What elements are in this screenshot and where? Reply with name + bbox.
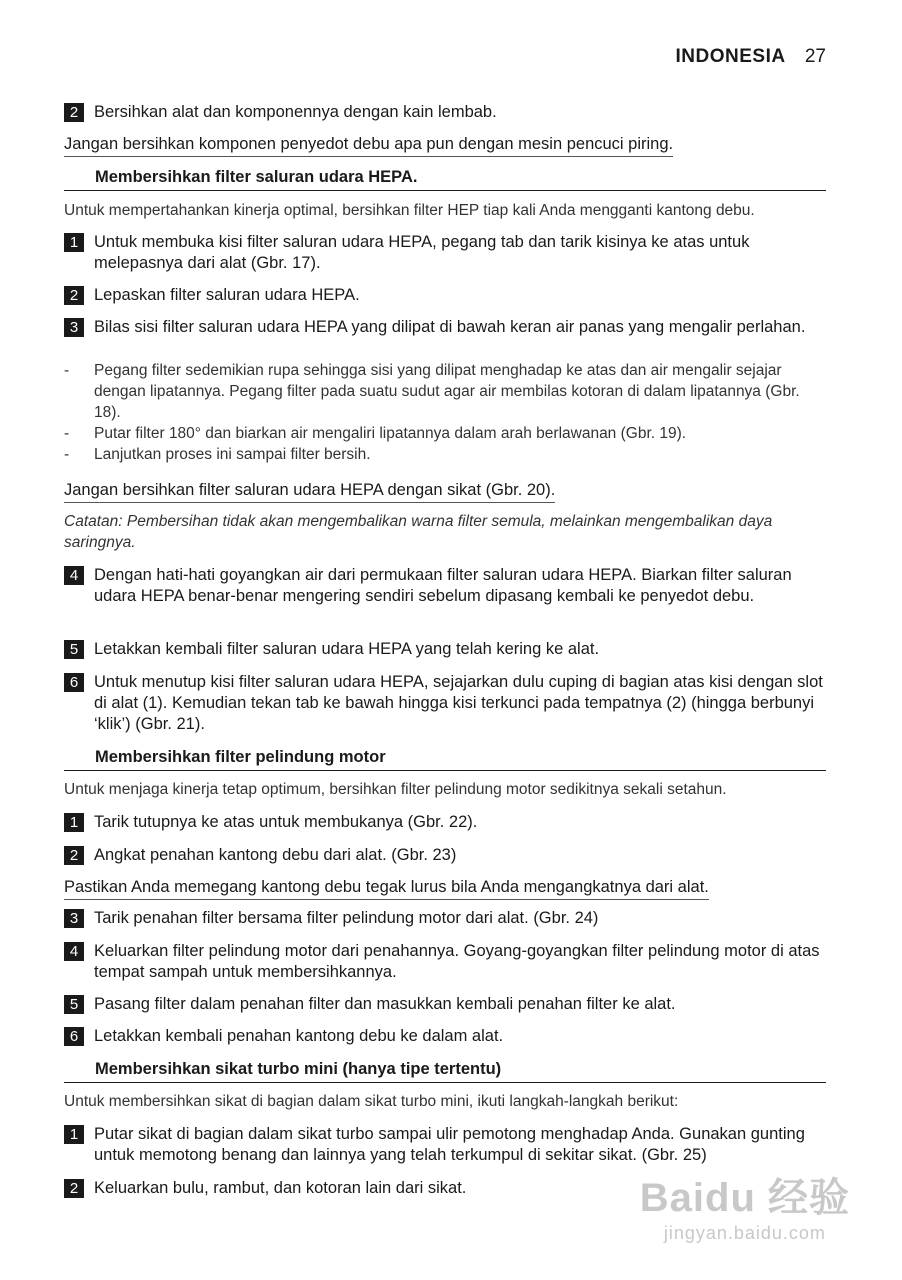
step-text: Untuk membuka kisi filter saluran udara HEPA, pegang tab dan tarik kisinya ke atas untuk melepasnya dari alat (Gbr. 17). — [94, 233, 750, 272]
step-item — [64, 317, 826, 338]
step-number: 6 — [64, 673, 84, 692]
step-number: 1 — [64, 1125, 84, 1144]
step-number: 4 — [64, 942, 84, 961]
step-number: 1 — [64, 233, 84, 252]
step-text: Letakkan kembali filter saluran udara HEPA yang telah kering ke alat. — [94, 640, 600, 658]
step-number: 5 — [64, 640, 84, 659]
step-text: Letakkan kembali penahan kantong debu ke dalam alat. — [94, 1027, 504, 1045]
step-number: 1 — [64, 813, 84, 832]
step-item — [64, 908, 826, 929]
section-heading-motor: Membersihkan filter pelindung motor — [64, 746, 826, 771]
step-number: 5 — [64, 995, 84, 1014]
section-intro: Untuk menjaga kinerja tetap optimum, bersihkan filter pelindung motor sedikitnya sekali setahun. — [64, 781, 727, 798]
page-number: 27 — [804, 46, 826, 67]
step-item — [64, 565, 826, 607]
step-text: Bersihkan alat dan komponennya dengan kain lembab. — [94, 103, 497, 121]
watermark-logo: Baidu 经验 — [639, 1176, 850, 1220]
step-number: 3 — [64, 318, 84, 337]
step-number: 3 — [64, 909, 84, 928]
step-text: Tarik tutupnya ke atas untuk membukanya (Gbr. 22). — [94, 813, 478, 831]
step-text: Lepaskan filter saluran udara HEPA. — [94, 286, 360, 304]
step-item — [64, 941, 826, 983]
step-item — [64, 994, 826, 1015]
step-number: 2 — [64, 103, 84, 122]
baidu-watermark — [640, 1166, 850, 1244]
warning-text: Pastikan Anda memegang kantong debu tegak lurus bila Anda mengangkatnya dari alat. — [64, 876, 709, 900]
section-heading-turbo: Membersihkan sikat turbo mini (hanya tipe tertentu) — [64, 1058, 826, 1083]
step-text: Pasang filter dalam penahan filter dan masukkan kembali penahan filter ke alat. — [94, 995, 676, 1013]
page-content — [64, 0, 826, 1280]
step-item — [64, 672, 826, 735]
step-item — [64, 845, 826, 866]
step-text: Untuk menutup kisi filter saluran udara HEPA, sejajarkan dulu cuping di bagian atas kisi dengan slot di alat (1). Kemudian tekan tab ke bawah hingga kisi terkunci pada tempatnya (2) (hingga berbunyi ‘klik’) (Gbr. 21). — [94, 673, 823, 733]
warning-text: Jangan bersihkan komponen penyedot debu apa pun dengan mesin pencuci piring. — [64, 133, 673, 157]
bullet-list — [64, 360, 826, 465]
list-item: - Putar filter 180° dan biarkan air mengaliri lipatannya dalam arah berlawanan (Gbr. 19). — [64, 423, 826, 444]
step-item — [64, 639, 826, 660]
section-heading-hepa: Membersihkan filter saluran udara HEPA. — [64, 166, 826, 191]
step-item — [64, 1124, 826, 1166]
step-item — [64, 1026, 826, 1047]
list-item: - Pegang filter sedemikian rupa sehingga sisi yang dilipat menghadap ke atas dan air mengalir sejajar dengan lipatannya. Pegang filter pada suatu sudut agar air membilas kotoran di dalam lipatannya (Gbr. 18). — [64, 360, 826, 423]
step-number: 2 — [64, 1179, 84, 1198]
step-text: Keluarkan bulu, rambut, dan kotoran lain dari sikat. — [94, 1179, 467, 1197]
note-text: Catatan: Pembersihan tidak akan mengembalikan warna filter semula, melainkan mengembalikan daya saringnya. — [64, 513, 773, 551]
step-item — [64, 102, 826, 123]
language-label: INDONESIA — [675, 46, 786, 67]
step-item — [64, 285, 826, 306]
step-item — [64, 232, 826, 274]
section-intro: Untuk mempertahankan kinerja optimal, bersihkan filter HEP tiap kali Anda mengganti kantong debu. — [64, 202, 755, 219]
step-text: Angkat penahan kantong debu dari alat. (Gbr. 23) — [94, 846, 457, 864]
watermark-url: jingyan.baidu.com — [663, 1223, 826, 1243]
step-text: Dengan hati-hati goyangkan air dari permukaan filter saluran udara HEPA. Biarkan filter saluran udara HEPA benar-benar mengering sendiri sebelum dipasang kembali ke penyedot debu. — [94, 566, 792, 605]
warning-text: Jangan bersihkan filter saluran udara HEPA dengan sikat (Gbr. 20). — [64, 479, 555, 503]
step-number: 2 — [64, 286, 84, 305]
step-number: 4 — [64, 566, 84, 585]
step-item — [64, 812, 826, 833]
step-text: Keluarkan filter pelindung motor dari penahannya. Goyang-goyangkan filter pelindung motor di atas tempat sampah untuk membersihkannya. — [94, 942, 820, 981]
step-text: Tarik penahan filter bersama filter pelindung motor dari alat. (Gbr. 24) — [94, 909, 599, 927]
step-number: 2 — [64, 846, 84, 865]
section-intro: Untuk membersihkan sikat di bagian dalam sikat turbo mini, ikuti langkah-langkah berikut: — [64, 1093, 679, 1110]
step-number: 6 — [64, 1027, 84, 1046]
list-item: - Lanjutkan proses ini sampai filter bersih. — [64, 444, 826, 465]
step-text: Bilas sisi filter saluran udara HEPA yang dilipat di bawah keran air panas yang mengalir perlahan. — [94, 318, 806, 336]
step-text: Putar sikat di bagian dalam sikat turbo sampai ulir pemotong menghadap Anda. Gunakan gunting untuk memotong benang dan lainnya yang telah terkumpul di sekitar sikat. (Gbr. 25) — [94, 1125, 805, 1164]
